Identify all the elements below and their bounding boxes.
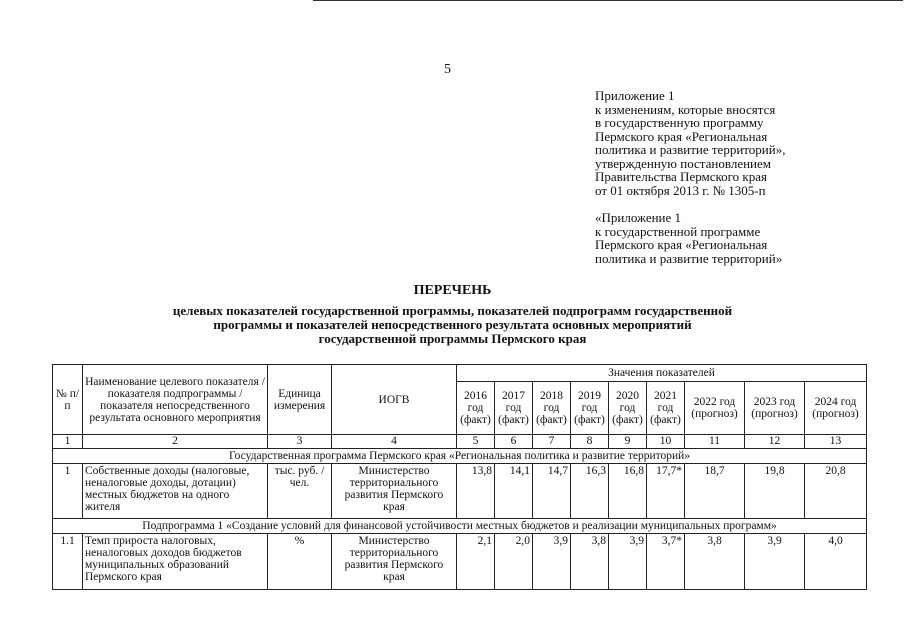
- header-year: 2017 год (факт): [495, 382, 533, 435]
- header-year: 2023 год (прогноз): [745, 382, 805, 435]
- appendix-line: к государственной программе: [595, 223, 761, 239]
- appendix-program-note: [595, 211, 782, 265]
- appendix-line: политика и развитие территорий»: [595, 250, 783, 266]
- appendix-line: Пермского края «Региональная: [595, 237, 768, 252]
- row-value: 3,8: [571, 534, 609, 590]
- row-value: 19,8: [745, 464, 805, 519]
- row-name: Собственные доходы (налоговые, неналоговые доходы, дотации) местных бюджетов на одного жителя: [83, 464, 268, 519]
- appendix-line: Приложение 1: [595, 88, 675, 103]
- appendix-line: Пермского края «Региональная: [595, 128, 768, 144]
- row-num: 1: [53, 464, 83, 519]
- row-value: 16,3: [571, 464, 609, 519]
- row-value: 14,1: [495, 464, 533, 519]
- header-year: 2022 год (прогноз): [685, 382, 745, 435]
- header-num: № п/п: [53, 365, 83, 435]
- subtitle-line: программы и показателей непосредственного результата основных мероприятий: [213, 317, 692, 332]
- row-value: 17,7*: [647, 464, 685, 519]
- table-row: [53, 534, 867, 590]
- appendix-line: Правительства Пермского края: [595, 169, 767, 184]
- column-number: 7: [533, 435, 571, 449]
- row-value: 2,0: [495, 534, 533, 590]
- column-number: 8: [571, 435, 609, 449]
- header-values-group: Значения показателей: [457, 365, 867, 382]
- row-value: 3,7*: [647, 534, 685, 590]
- column-number: 2: [83, 435, 268, 449]
- appendix-amendment-note: [595, 89, 785, 197]
- header-iogv: ИОГВ: [332, 365, 457, 435]
- appendix-line: от 01 октября 2013 г. № 1305-п: [595, 182, 766, 198]
- appendix-line: политика и развитие территорий»,: [595, 142, 786, 157]
- appendix-line: в государственную программу: [595, 115, 764, 130]
- column-number: 3: [268, 435, 332, 449]
- section-title: Государственная программа Пермского края «Региональная политика и развитие территорий»: [53, 449, 867, 464]
- column-number: 9: [609, 435, 647, 449]
- row-value: 16,8: [609, 464, 647, 519]
- header-year: 2021 год (факт): [647, 382, 685, 435]
- appendix-line: «Приложение 1: [595, 210, 682, 225]
- row-unit: тыс. руб. / чел.: [268, 464, 332, 519]
- header-unit: Единица измерения: [268, 365, 332, 435]
- header-year: 2024 год (прогноз): [805, 382, 867, 435]
- appendix-line: к изменениям, которые вносятся: [595, 101, 776, 117]
- row-value: 3,9: [533, 534, 571, 590]
- row-value: 2,1: [457, 534, 495, 590]
- section-row: [53, 519, 867, 534]
- column-number: 12: [745, 435, 805, 449]
- row-value: 3,9: [745, 534, 805, 590]
- top-border-line: [313, 0, 903, 1]
- header-year: 2018 год (факт): [533, 382, 571, 435]
- table-row: [53, 464, 867, 519]
- subtitle-line: государственной программы Пермского края: [318, 331, 587, 346]
- appendix-line: утвержденную постановлением: [595, 155, 772, 171]
- document-title: ПЕРЕЧЕНЬ: [413, 283, 492, 298]
- header-year: 2019 год (факт): [571, 382, 609, 435]
- header-year: 2020 год (факт): [609, 382, 647, 435]
- indicators-table: [52, 364, 867, 590]
- column-number: 6: [495, 435, 533, 449]
- row-value: 3,8: [685, 534, 745, 590]
- section-row: [53, 449, 867, 464]
- row-value: 18,7: [685, 464, 745, 519]
- column-number: 10: [647, 435, 685, 449]
- document-subtitle: [90, 304, 815, 346]
- row-iogv: Министерство территориального развития Пермского края: [332, 534, 457, 590]
- row-num: 1.1: [53, 534, 83, 590]
- row-iogv: Министерство территориального развития Пермского края: [332, 464, 457, 519]
- row-value: 4,0: [805, 534, 867, 590]
- header-year: 2016 год (факт): [457, 382, 495, 435]
- column-number: 1: [53, 435, 83, 449]
- column-number-row: [53, 435, 867, 449]
- row-name: Темп прироста налоговых, неналоговых доходов бюджетов муниципальных образований Пермского края: [83, 534, 268, 590]
- page-number: 5: [444, 62, 451, 77]
- row-value: 14,7: [533, 464, 571, 519]
- row-value: 3,9: [609, 534, 647, 590]
- row-unit: %: [268, 534, 332, 590]
- column-number: 11: [685, 435, 745, 449]
- subtitle-line: целевых показателей государственной программы, показателей подпрограмм государственной: [172, 303, 733, 318]
- row-value: 20,8: [805, 464, 867, 519]
- column-number: 13: [805, 435, 867, 449]
- column-number: 5: [457, 435, 495, 449]
- column-number: 4: [332, 435, 457, 449]
- section-title: Подпрограмма 1 «Создание условий для финансовой устойчивости местных бюджетов и реализации муниципальных программ»: [53, 519, 867, 534]
- header-name: Наименование целевого показателя / показателя подпрограммы / показателя непосредственного результата основного мероприятия: [83, 365, 268, 435]
- row-value: 13,8: [457, 464, 495, 519]
